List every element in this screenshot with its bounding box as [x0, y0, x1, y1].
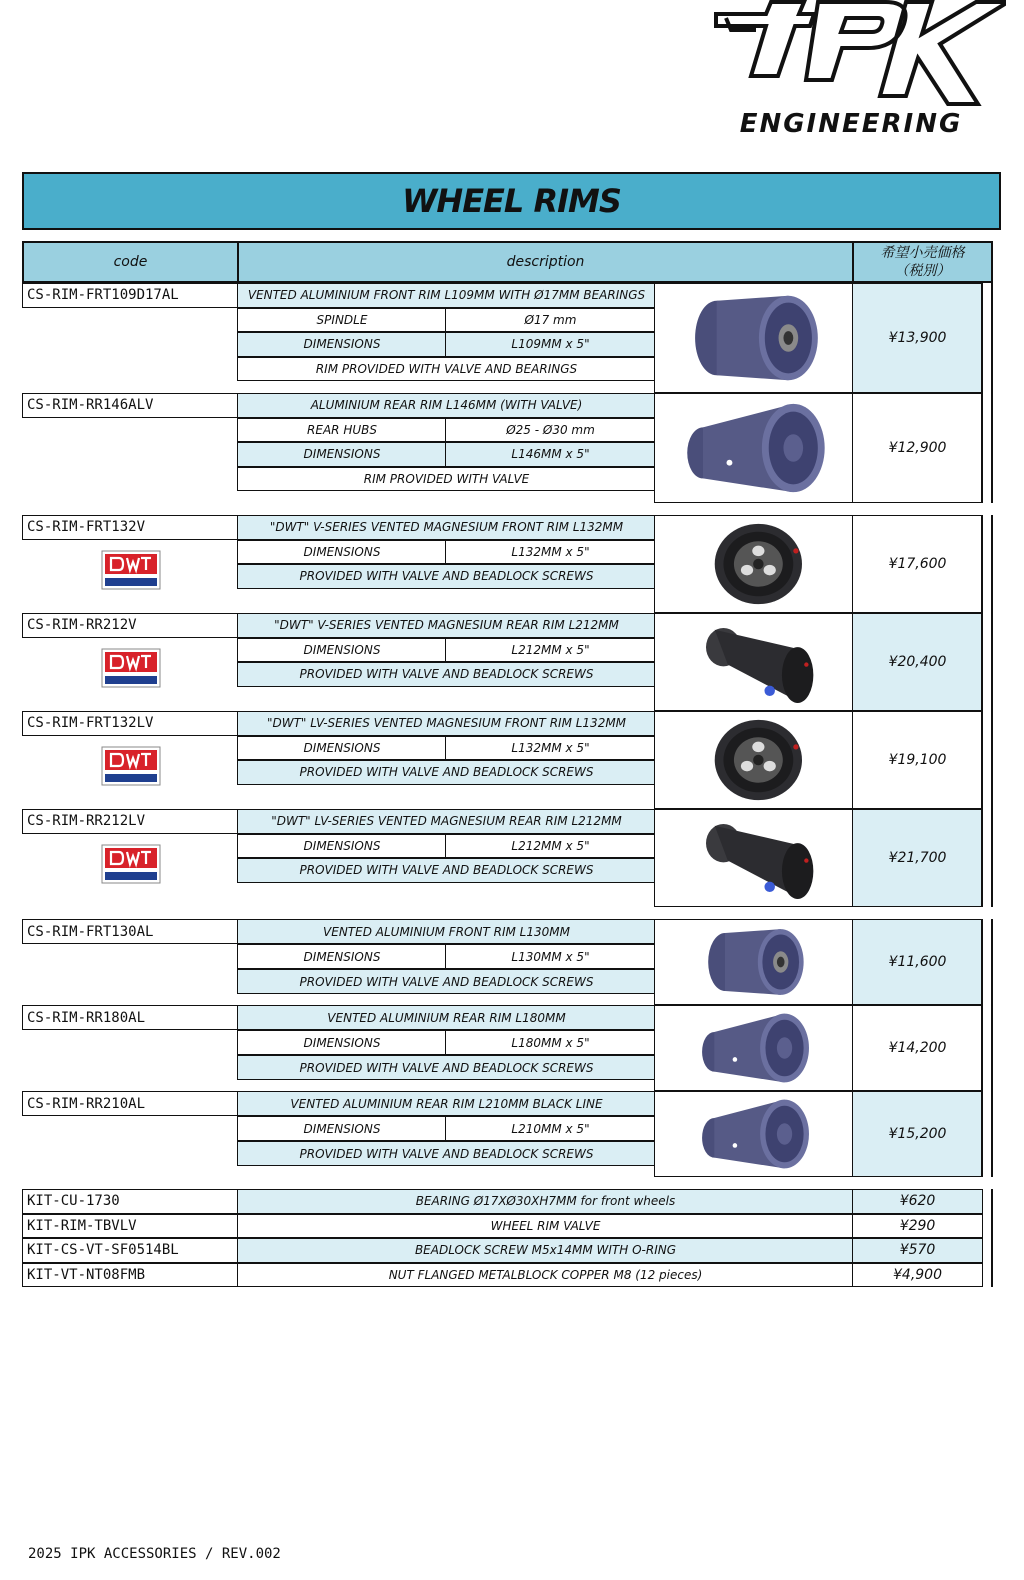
table-border	[991, 1091, 993, 1177]
header-price-line1: 希望小売価格	[880, 245, 965, 261]
spec-label: DIMENSIONS	[237, 442, 447, 467]
spec-value: L212MM x 5"	[445, 638, 656, 663]
kit-description: NUT FLANGED METALBLOCK COPPER M8 (12 pieces)	[237, 1263, 854, 1288]
table-border	[981, 393, 983, 503]
spec-value: L212MM x 5"	[445, 834, 656, 859]
header-price	[852, 241, 993, 283]
spec-label: DIMENSIONS	[237, 1030, 447, 1055]
dwt-badge-logo	[101, 844, 161, 884]
product-price: ¥13,900	[852, 283, 983, 393]
product-price: ¥15,200	[852, 1091, 983, 1177]
header-price-line2: （税別）	[894, 263, 951, 279]
kit-code: KIT-VT-NT08FMB	[22, 1263, 239, 1288]
spec-value: Ø17 mm	[445, 308, 656, 333]
table-border	[981, 711, 983, 809]
kit-price: ¥570	[852, 1238, 983, 1263]
table-border	[991, 1189, 993, 1214]
product-description: ALUMINIUM REAR RIM L146MM (WITH VALVE)	[237, 393, 656, 418]
spec-label: DIMENSIONS	[237, 540, 447, 565]
table-border	[981, 613, 983, 711]
product-price: ¥11,600	[852, 919, 983, 1005]
aluminium-rear-rim-image	[654, 393, 854, 503]
table-border	[991, 1214, 993, 1239]
header-description	[237, 241, 854, 283]
product-note: PROVIDED WITH VALVE AND BEADLOCK SCREWS	[237, 969, 656, 994]
magnesium-front-rim-image	[654, 711, 854, 809]
spec-label: REAR HUBS	[237, 418, 447, 443]
header-code-label: code	[113, 254, 148, 270]
product-note: PROVIDED WITH VALVE AND BEADLOCK SCREWS	[237, 1141, 656, 1166]
table-border	[981, 1091, 983, 1177]
kit-price: ¥620	[852, 1189, 983, 1214]
spec-label: DIMENSIONS	[237, 834, 447, 859]
kit-price: ¥4,900	[852, 1263, 983, 1288]
product-description: VENTED ALUMINIUM REAR RIM L180MM	[237, 1005, 656, 1030]
product-code: CS-RIM-RR212V	[22, 613, 239, 638]
spec-label: DIMENSIONS	[237, 638, 447, 663]
aluminium-rear-rim-image	[654, 1005, 854, 1091]
product-description: "DWT" LV-SERIES VENTED MAGNESIUM FRONT RIM L132MM	[237, 711, 656, 736]
aluminium-front-rim-image	[654, 283, 854, 393]
product-code: CS-RIM-FRT130AL	[22, 919, 239, 944]
product-code: CS-RIM-FRT132LV	[22, 711, 239, 736]
spec-value: L210MM x 5"	[445, 1116, 656, 1141]
product-code: CS-RIM-FRT132V	[22, 515, 239, 540]
dwt-badge-logo	[101, 648, 161, 688]
product-price: ¥20,400	[852, 613, 983, 711]
spec-label: DIMENSIONS	[237, 944, 447, 969]
product-price: ¥12,900	[852, 393, 983, 503]
product-note: PROVIDED WITH VALVE AND BEADLOCK SCREWS	[237, 662, 656, 687]
footer-text: 2025 IPK ACCESSORIES / REV.002	[28, 1546, 281, 1562]
table-border	[991, 613, 993, 711]
product-price: ¥21,700	[852, 809, 983, 907]
table-border	[991, 809, 993, 907]
page-title: WHEEL RIMS	[402, 182, 621, 220]
product-description: VENTED ALUMINIUM REAR RIM L210MM BLACK LINE	[237, 1091, 656, 1116]
kit-description: BEARING Ø17XØ30XH7MM for front wheels	[237, 1189, 854, 1214]
table-border	[991, 283, 993, 393]
spec-value: L132MM x 5"	[445, 540, 656, 565]
product-note: PROVIDED WITH VALVE AND BEADLOCK SCREWS	[237, 1055, 656, 1080]
kit-description: WHEEL RIM VALVE	[237, 1214, 854, 1239]
product-note: RIM PROVIDED WITH VALVE	[237, 467, 656, 492]
table-border	[981, 919, 983, 1005]
title-bar	[22, 172, 1001, 230]
kit-code: KIT-RIM-TBVLV	[22, 1214, 239, 1239]
dwt-badge-logo	[101, 746, 161, 786]
product-note: PROVIDED WITH VALVE AND BEADLOCK SCREWS	[237, 564, 656, 589]
kit-code: KIT-CU-1730	[22, 1189, 239, 1214]
table-border	[991, 515, 993, 613]
spec-label: SPINDLE	[237, 308, 447, 333]
magnesium-rear-rim-image	[654, 809, 854, 907]
product-price: ¥19,100	[852, 711, 983, 809]
product-description: "DWT" V-SERIES VENTED MAGNESIUM FRONT RIM L132MM	[237, 515, 656, 540]
table-border	[981, 283, 983, 393]
table-border	[981, 515, 983, 613]
product-description: VENTED ALUMINIUM FRONT RIM L130MM	[237, 919, 656, 944]
spec-label: DIMENSIONS	[237, 332, 447, 357]
table-border	[991, 393, 993, 503]
header-description-label: description	[506, 254, 585, 270]
header-code	[22, 241, 239, 283]
table-border	[991, 919, 993, 1005]
table-border	[991, 711, 993, 809]
product-price: ¥17,600	[852, 515, 983, 613]
product-description: VENTED ALUMINIUM FRONT RIM L109MM WITH Ø17MM BEARINGS	[237, 283, 656, 308]
product-code: CS-RIM-FRT109D17AL	[22, 283, 239, 308]
spec-value: L180MM x 5"	[445, 1030, 656, 1055]
table-border	[991, 1238, 993, 1263]
product-price: ¥14,200	[852, 1005, 983, 1091]
kit-description: BEADLOCK SCREW M5x14MM WITH O-RING	[237, 1238, 854, 1263]
kit-price: ¥290	[852, 1214, 983, 1239]
spec-value: L132MM x 5"	[445, 736, 656, 761]
magnesium-rear-rim-image	[654, 613, 854, 711]
product-note: PROVIDED WITH VALVE AND BEADLOCK SCREWS	[237, 858, 656, 883]
product-description: "DWT" V-SERIES VENTED MAGNESIUM REAR RIM L212MM	[237, 613, 656, 638]
spec-value: L146MM x 5"	[445, 442, 656, 467]
table-border	[981, 809, 983, 907]
product-code: CS-RIM-RR210AL	[22, 1091, 239, 1116]
spec-value: L109MM x 5"	[445, 332, 656, 357]
ipk-engineering-logo	[696, 0, 1006, 140]
spec-value: L130MM x 5"	[445, 944, 656, 969]
table-border	[981, 1005, 983, 1091]
dwt-badge-logo	[101, 550, 161, 590]
magnesium-front-rim-image	[654, 515, 854, 613]
product-code: CS-RIM-RR180AL	[22, 1005, 239, 1030]
logo-subtitle: ENGINEERING	[739, 109, 963, 139]
product-code: CS-RIM-RR146ALV	[22, 393, 239, 418]
product-note: PROVIDED WITH VALVE AND BEADLOCK SCREWS	[237, 760, 656, 785]
spec-label: DIMENSIONS	[237, 736, 447, 761]
spec-label: DIMENSIONS	[237, 1116, 447, 1141]
table-border	[991, 1263, 993, 1288]
product-note: RIM PROVIDED WITH VALVE AND BEARINGS	[237, 357, 656, 382]
table-border	[991, 1005, 993, 1091]
aluminium-rear-rim-image	[654, 1091, 854, 1177]
product-code: CS-RIM-RR212LV	[22, 809, 239, 834]
product-description: "DWT" LV-SERIES VENTED MAGNESIUM REAR RIM L212MM	[237, 809, 656, 834]
aluminium-front-rim-image	[654, 919, 854, 1005]
spec-value: Ø25 - Ø30 mm	[445, 418, 656, 443]
kit-code: KIT-CS-VT-SF0514BL	[22, 1238, 239, 1263]
